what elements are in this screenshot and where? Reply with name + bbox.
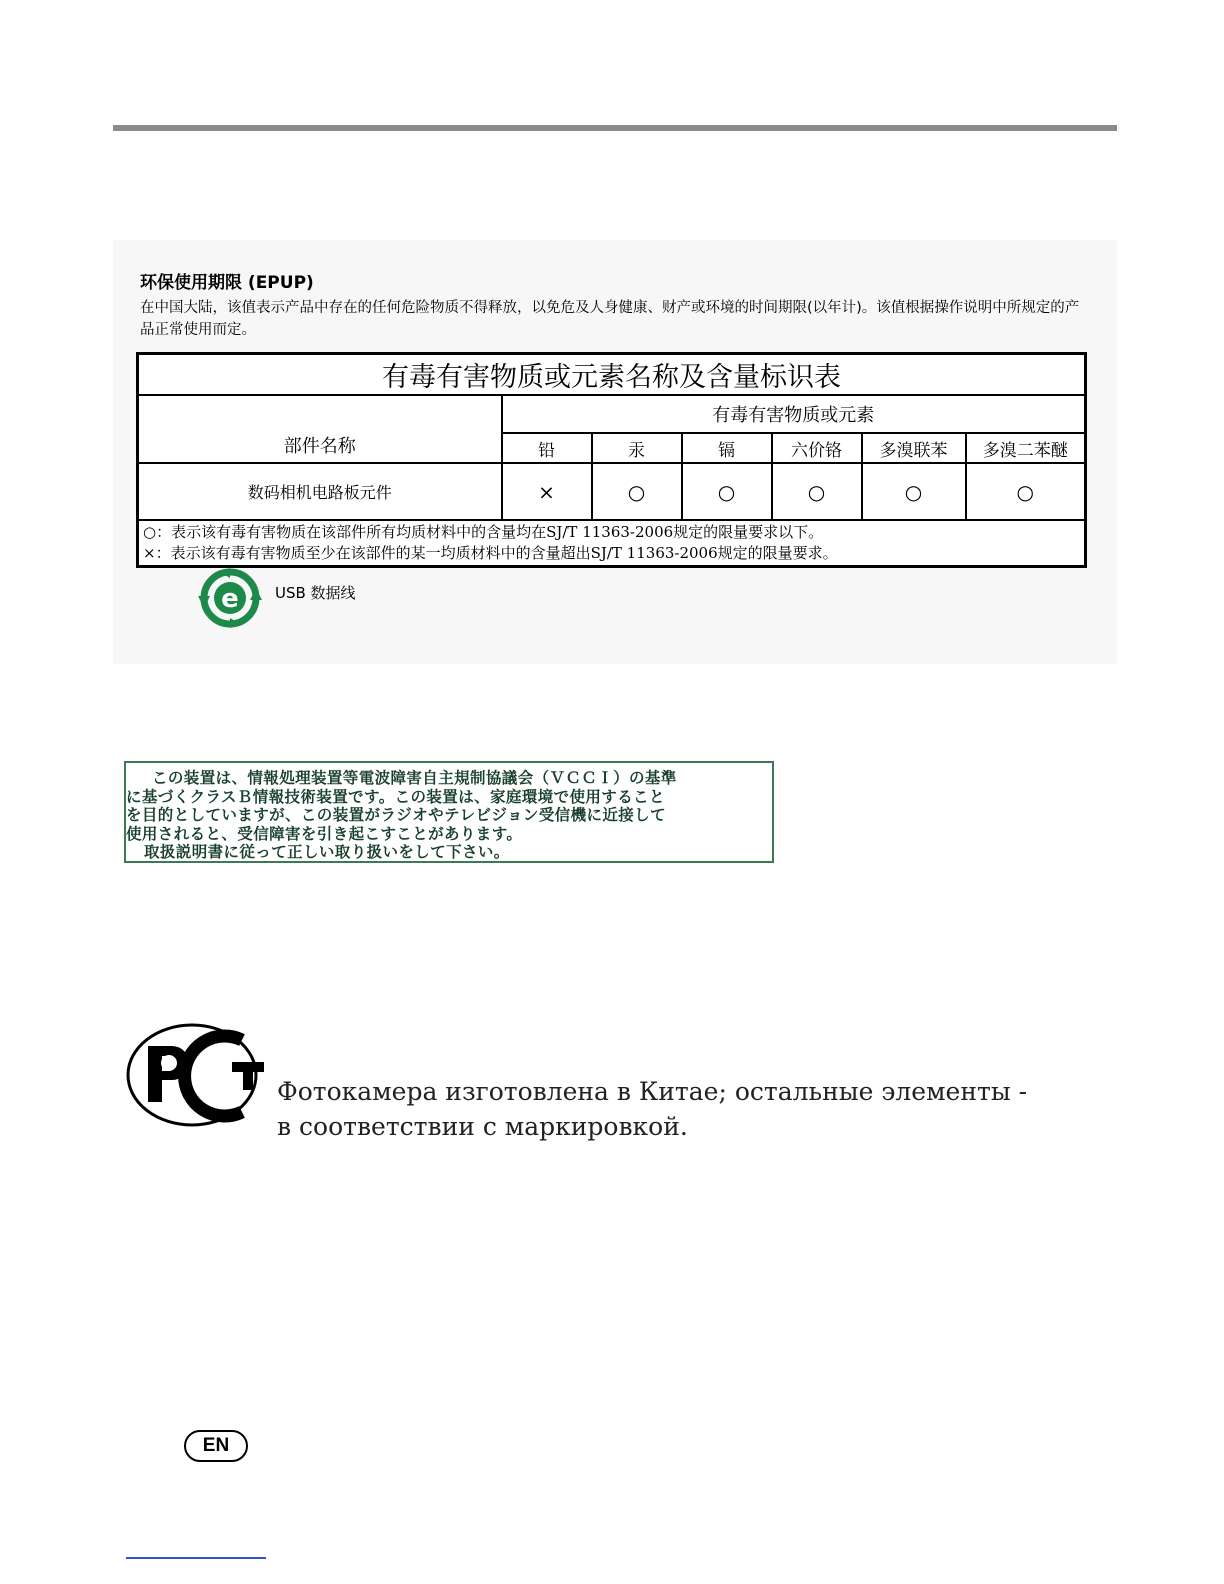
substance-group-header: 有毒有害物质或元素 bbox=[502, 395, 1086, 433]
mark-hexavalent-chromium: ○ bbox=[772, 463, 862, 520]
vcci-line: 取扱説明書に従って正しい取り扱いをして下さい。 bbox=[144, 843, 510, 861]
substance-mercury: 汞 bbox=[592, 433, 682, 463]
mark-pbb: ○ bbox=[862, 463, 966, 520]
vcci-line: 使用されると、受信障害を引き起こすことがあります。 bbox=[126, 824, 523, 843]
note-circle: ○：表示该有毒有害物质在该部件所有均质材料中的含量均在SJ/T 11363-2006规定的限量要求以下。 bbox=[143, 523, 824, 541]
recycle-logo-letter: e bbox=[221, 584, 239, 614]
usb-cable-label: USB 数据线 bbox=[275, 584, 356, 602]
substance-cadmium: 镉 bbox=[682, 433, 772, 463]
footer-link-underline bbox=[126, 1557, 266, 1559]
recycle-e-icon bbox=[198, 568, 262, 628]
component-name: 数码相机电路板元件 bbox=[138, 463, 502, 520]
vcci-line: に基づくクラスＢ情報技術装置です。この装置は、家庭環境で使用すること bbox=[126, 787, 665, 806]
vcci-line: この装置は、情報処理装置等電波障害自主規制協議会（ＶＣＣＩ）の基準 bbox=[152, 769, 677, 787]
mark-pbde: ○ bbox=[966, 463, 1086, 520]
vcci-line: を目的としていますが、この装置がラジオやテレビジョン受信機に近接して bbox=[126, 806, 666, 824]
epup-title: 环保使用期限 (EPUP) bbox=[140, 273, 314, 293]
gost-line: Фотокамера изготовлена в Китае; остальные элементы - bbox=[277, 1077, 1028, 1106]
pct-certification-icon bbox=[124, 1020, 266, 1130]
component-header: 部件名称 bbox=[138, 395, 502, 463]
table-title: 有毒有害物质或元素名称及含量标识表 bbox=[138, 354, 1086, 396]
table-row bbox=[138, 463, 1086, 520]
gost-line: в соответствии с маркировкой. bbox=[277, 1112, 688, 1141]
language-badge: EN bbox=[184, 1430, 248, 1462]
table-notes bbox=[138, 520, 1086, 567]
gost-statement bbox=[277, 1074, 1037, 1144]
mark-mercury: ○ bbox=[592, 463, 682, 520]
header-rule bbox=[113, 125, 1117, 131]
substance-lead: 铅 bbox=[502, 433, 592, 463]
mark-cadmium: ○ bbox=[682, 463, 772, 520]
note-cross: ×：表示该有毒有害物质至少在该部件的某一均质材料中的含量超出SJ/T 11363-2006规定的限量要求。 bbox=[143, 544, 838, 562]
substance-pbde: 多溴二苯醚 bbox=[966, 433, 1086, 463]
pct-logo-text: PCT bbox=[124, 1020, 126, 1021]
epup-description: 在中国大陆，该值表示产品中存在的任何危险物质不得释放，以免危及人身健康、财产或环境的时间期限(以年计)。该值根据操作说明中所规定的产品正常使用而定。 bbox=[140, 300, 1080, 338]
hazardous-substance-table bbox=[136, 352, 1087, 568]
substance-pbb: 多溴联苯 bbox=[862, 433, 966, 463]
vcci-notice bbox=[124, 761, 774, 863]
mark-lead: × bbox=[502, 463, 592, 520]
substance-hexavalent-chromium: 六价铬 bbox=[772, 433, 862, 463]
